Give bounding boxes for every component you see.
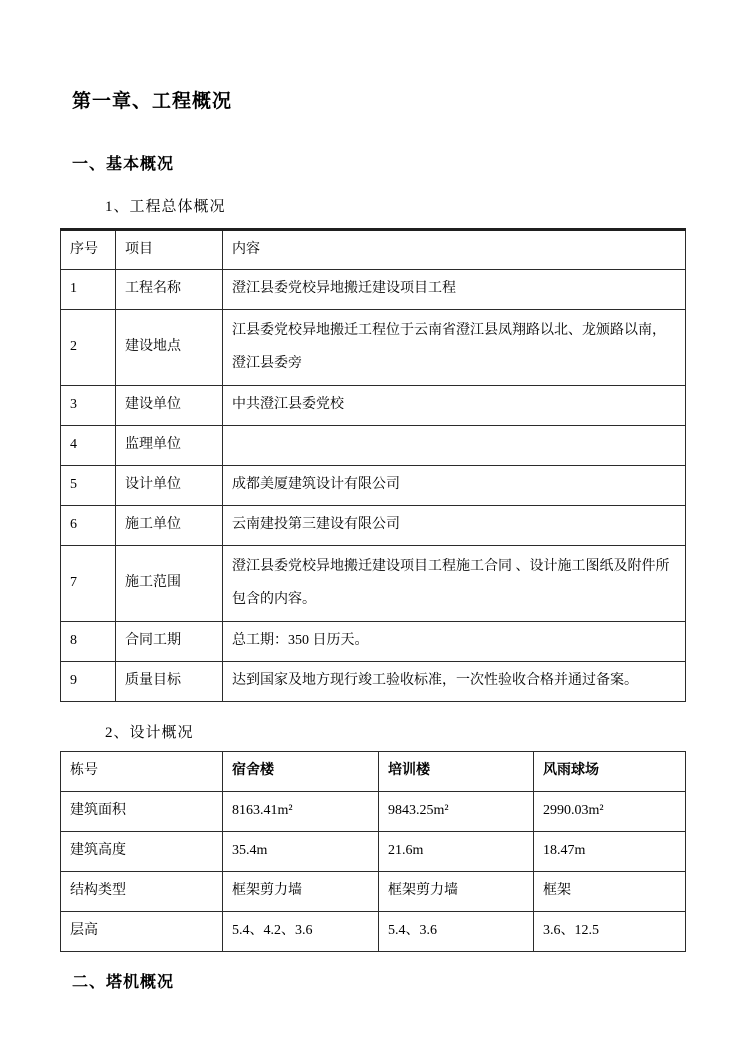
row-no-cell: 4	[61, 426, 116, 466]
row-content-cell: 澄江县委党校异地搬迁建设项目工程	[223, 270, 686, 310]
col-header-training: 培训楼	[379, 752, 534, 792]
table-row	[61, 506, 686, 546]
row-no-cell: 9	[61, 662, 116, 702]
value-cell: 框架剪力墙	[223, 872, 379, 912]
subsection-general-overview-heading: 1、工程总体概况	[105, 199, 226, 215]
project-overview-table	[60, 228, 686, 702]
value-cell: 框架	[534, 872, 686, 912]
row-content-cell: 达到国家及地方现行竣工验收标准，一次性验收合格并通过备案。	[223, 662, 686, 702]
value-cell: 框架剪力墙	[379, 872, 534, 912]
row-item-cell: 施工单位	[116, 506, 223, 546]
col-header-building: 栋号	[61, 752, 223, 792]
table-row	[61, 832, 686, 872]
table-row	[61, 912, 686, 952]
section-crane-overview-heading: 二、塔机概况	[72, 974, 175, 991]
value-cell: 2990.03m²	[534, 792, 686, 832]
row-item-cell: 设计单位	[116, 466, 223, 506]
table-header-row	[61, 752, 686, 792]
value-cell: 5.4、4.2、3.6	[223, 912, 379, 952]
row-label-cell: 建筑面积	[61, 792, 223, 832]
table-row	[61, 270, 686, 310]
row-content-cell: 总工期：350 日历天。	[223, 622, 686, 662]
value-cell: 35.4m	[223, 832, 379, 872]
row-no-cell: 8	[61, 622, 116, 662]
row-content-cell: 江县委党校异地搬迁工程位于云南省澄江县凤翔路以北、龙颁路以南，澄江县委旁	[223, 310, 686, 386]
row-item-cell: 工程名称	[116, 270, 223, 310]
table-row	[61, 310, 686, 386]
value-cell: 21.6m	[379, 832, 534, 872]
table-row	[61, 426, 686, 466]
table-row	[61, 622, 686, 662]
value-cell: 18.47m	[534, 832, 686, 872]
value-cell: 9843.25m²	[379, 792, 534, 832]
row-label-cell: 结构类型	[61, 872, 223, 912]
row-content-cell	[223, 426, 686, 466]
table-row	[61, 662, 686, 702]
row-content-cell: 中共澄江县委党校	[223, 386, 686, 426]
section-basic-overview-heading: 一、基本概况	[72, 156, 175, 173]
table-row	[61, 872, 686, 912]
row-item-cell: 质量目标	[116, 662, 223, 702]
col-header-no: 序号	[61, 230, 116, 270]
table-row	[61, 792, 686, 832]
row-content-cell: 云南建投第三建设有限公司	[223, 506, 686, 546]
row-no-cell: 2	[61, 310, 116, 386]
design-overview-table	[60, 751, 686, 952]
row-content-cell: 澄江县委党校异地搬迁建设项目工程施工合同 、设计施工图纸及附件所包含的内容。	[223, 546, 686, 622]
value-cell: 3.6、12.5	[534, 912, 686, 952]
row-item-cell: 建设单位	[116, 386, 223, 426]
row-label-cell: 建筑高度	[61, 832, 223, 872]
row-no-cell: 1	[61, 270, 116, 310]
row-no-cell: 6	[61, 506, 116, 546]
subsection-design-overview-heading: 2、设计概况	[105, 725, 194, 741]
chapter-title: 第一章、工程概况	[72, 91, 233, 112]
col-header-court: 风雨球场	[534, 752, 686, 792]
table-row	[61, 466, 686, 506]
row-no-cell: 7	[61, 546, 116, 622]
row-no-cell: 5	[61, 466, 116, 506]
value-cell: 8163.41m²	[223, 792, 379, 832]
row-item-cell: 建设地点	[116, 310, 223, 386]
table-header-row	[61, 230, 686, 270]
row-no-cell: 3	[61, 386, 116, 426]
table-row	[61, 546, 686, 622]
col-header-item: 项目	[116, 230, 223, 270]
row-item-cell: 监理单位	[116, 426, 223, 466]
table-row	[61, 386, 686, 426]
value-cell: 5.4、3.6	[379, 912, 534, 952]
col-header-dormitory: 宿舍楼	[223, 752, 379, 792]
row-label-cell: 层高	[61, 912, 223, 952]
row-item-cell: 施工范围	[116, 546, 223, 622]
row-item-cell: 合同工期	[116, 622, 223, 662]
col-header-content: 内容	[223, 230, 686, 270]
row-content-cell: 成都美厦建筑设计有限公司	[223, 466, 686, 506]
